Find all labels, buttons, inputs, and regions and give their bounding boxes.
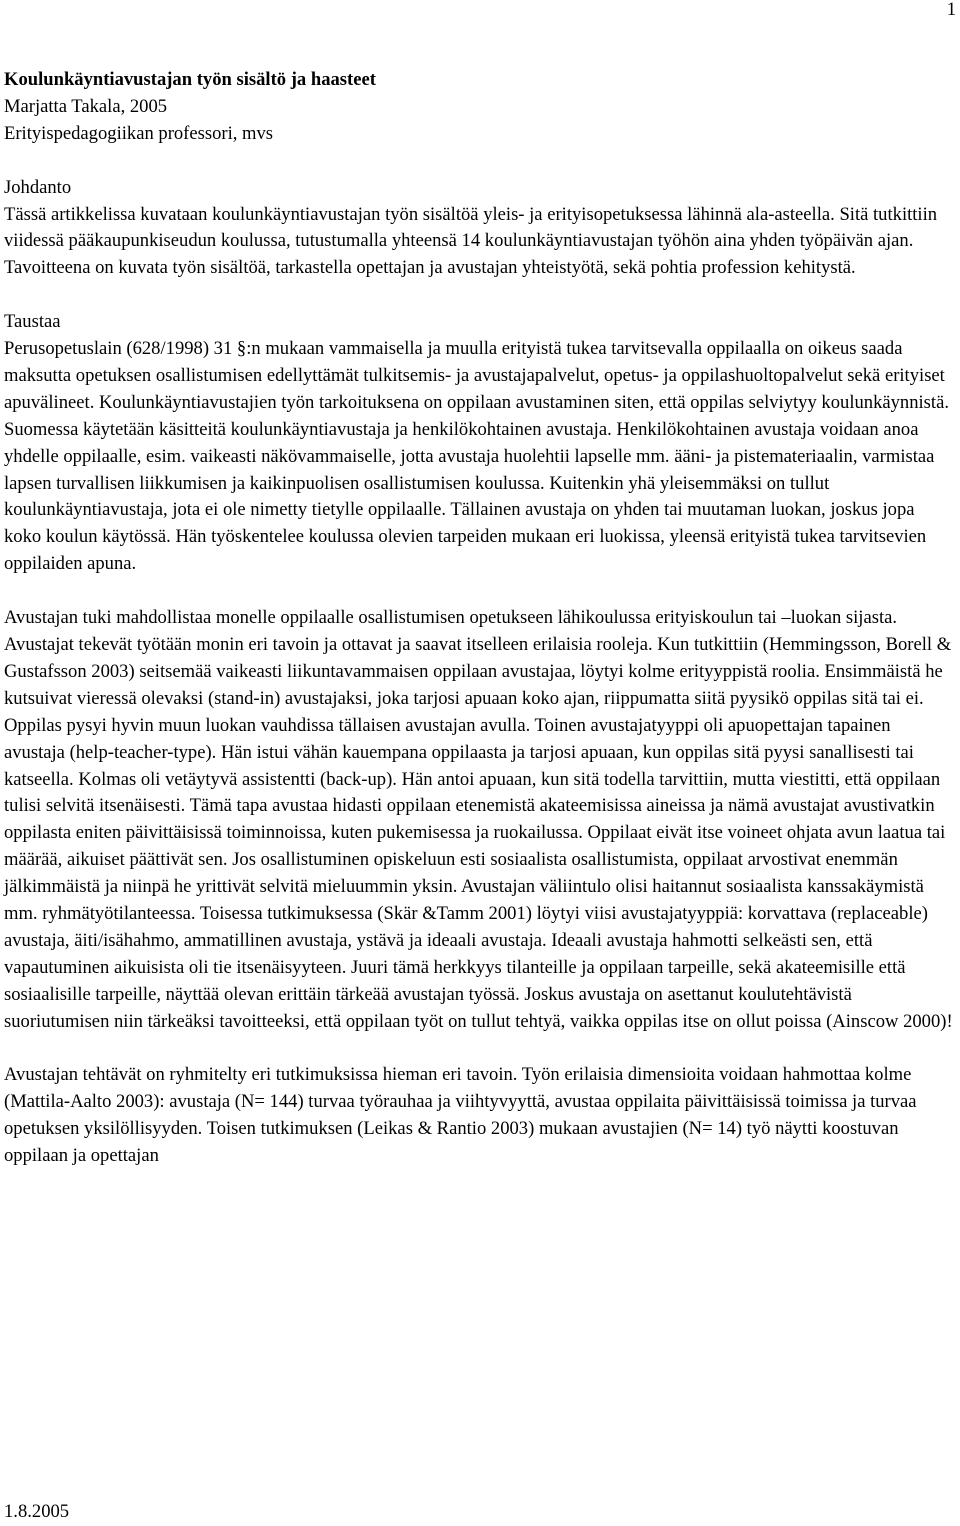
intro-paragraph: Tässä artikkelissa kuvataan koulunkäyntiavustajan työn sisältöä yleis- ja erityisopetuksessa lähinnä ala-asteella. Sitä tutkittiin viidessä pääkaupunkiseudun koulussa, tutustumalla yhteensä 14 koulunkäyntiavustajan työhön aina yhden työpäivän ajan. Tavoitteena on kuvata työn sisältöä, tarkastella opettajan ja avustajan yhteistyötä, sekä pohtia profession kehitystä.: [4, 203, 938, 279]
document-title: Koulunkäyntiavustajan työn sisältö ja haasteet: [4, 69, 376, 90]
affiliation-line: Erityispedagogiikan professori, mvs: [4, 122, 274, 144]
intro-heading: Johdanto: [4, 176, 72, 198]
author-line: Marjatta Takala, 2005: [4, 95, 168, 117]
support-paragraph: Avustajan tuki mahdollistaa monelle oppilaalle osallistumisen opetukseen lähikoulussa erityiskoulun tai –luokan sijasta. Avustajat tekevät työtään monin eri tavoin ja ottavat ja saavat itselleen erilaisia rooleja. Kun tutkittiin (Hemmingsson, Borell & Gustafsson 2003) seitsemää vaikeasti liikuntavammaisen oppilaan avustajaa, löytyi kolme erityyppistä roolia. Ensimmäistä he kutsuivat vieressä olevaksi (stand-in) avustajaksi, joka tarjosi apuaan koko ajan, riippumatta siitä pyysikö oppilas sitä tai ei. Oppilas pysyi hyvin muun luokan vauhdissa tällaisen avustajan avulla. Toinen avustajatyyppi oli apuopettajan tapainen avustaja (help-teacher-type). Hän istui vähän kauempana oppilaasta ja tarjosi apuaan, kun oppilas sitä pyysi sanallisesti tai katseella. Kolmas oli vetäytyvä assistentti (back-up). Hän antoi apuaan, kun sitä todella tarvittiin, mutta viestitti, että oppilaan tulisi selvitä itsenäisesti. Tämä tapa avustaa hidasti oppilaan etenemistä akateemisissa aineissa ja nämä avustajat avustivatkin oppilasta eniten päivittäisissä toiminnoissa, kuten pukemisessa ja ruokailussa. Oppilaat eivät itse voineet ohjata avun laatua tai määrää, aikuiset päättivät sen. Jos osallistuminen opiskeluun esti sosiaalista osallistumista, oppilaat arvostivat enemmän jälkimmäistä ja niinpä he yrittivät selvitä mieluummin yksin. Avustajan väliintulo olisi haitannut sosiaalista kanssakäymistä mm. ryhmätyötilanteessa. Toisessa tutkimuksessa (Skär &Tamm 2001) löytyi viisi avustajatyyppiä: korvattava (replaceable) avustaja, äiti/isähahmo, ammatillinen avustaja, ystävä ja ideaali avustaja. Ideaali avustaja hahmotti selkeästi sen, että vapautuminen aikuisista oli tie itsenäisyyteen. Juuri tämä herkkyys tilanteille ja oppilaan tarpeille, sekä akateemisille että sosiaalisille tarpeille, näyttää olevan erittäin tärkeää avustajan työssä. Joskus avustaja on asettanut koulutehtävistä suoriutumisen niin tärkeäksi tavoitteeksi, että oppilaan työt on tullut tehtyä, vaikka oppilas itse on ollut poissa (Ainscow 2000)!: [4, 607, 953, 1032]
spacer: [4, 282, 956, 309]
document-body: [4, 67, 956, 1170]
tasks-paragraph: Avustajan tehtävät on ryhmitelty eri tutkimuksissa hieman eri tavoin. Työn erilaisia dimensioita voidaan hahmottaa kolme (Mattila-Aalto 2003): avustaja (N= 144) turvaa työrauhaa ja viihtyvyyttä, avustaa oppilaita päivittäisissä toimissa ja turvaa opetuksen yksilöllisyyden. Toisen tutkimuksen (Leikas & Rantio 2003) mukaan avustajien (N= 14) työ näytti koostuvan oppilaan ja opettajan: [4, 1064, 917, 1167]
spacer: [4, 578, 956, 605]
footer-date: 1.8.2005: [4, 1501, 70, 1522]
background-heading: Taustaa: [4, 311, 61, 333]
page-number: 1: [946, 0, 956, 20]
background-paragraph: Perusopetuslain (628/1998) 31 §:n mukaan vammaisella ja muulla erityistä tukea tarvitsevalla oppilaalla on oikeus saada maksutta opetuksen osallistumisen edellyttämät tulkitsemis- ja avustajapalvelut, opetus- ja oppilashuoltopalvelut sekä erityiset apuvälineet. Koulunkäyntiavustajien työn tarkoituksena on oppilaan avustaminen siten, että oppilas selviytyy koulunkäynnistä. Suomessa käytetään käsitteitä koulunkäyntiavustaja ja henkilökohtainen avustaja. Henkilökohtainen avustaja voidaan anoa yhdelle oppilaalle, esim. vaikeasti näkövammaiselle, jotta avustaja huolehtii lapselle mm. ääni- ja pistemateriaalin, varmistaa lapsen turvallisen liikkumisen ja kaikinpuolisen osallistumisen koulussa. Kuitenkin yhä yleisemmäksi on tullut koulunkäyntiavustaja, jota ei ole nimetty tietylle oppilaalle. Tällainen avustaja on yhden tai muutaman luokan, joskus jopa koko koulun käytössä. Hän työskentelee koulussa olevien tarpeiden mukaan eri luokissa, yleensä erityistä tukea tarvitsevien oppilaiden apuna.: [4, 338, 949, 575]
spacer: [4, 148, 956, 175]
spacer: [4, 1036, 956, 1063]
